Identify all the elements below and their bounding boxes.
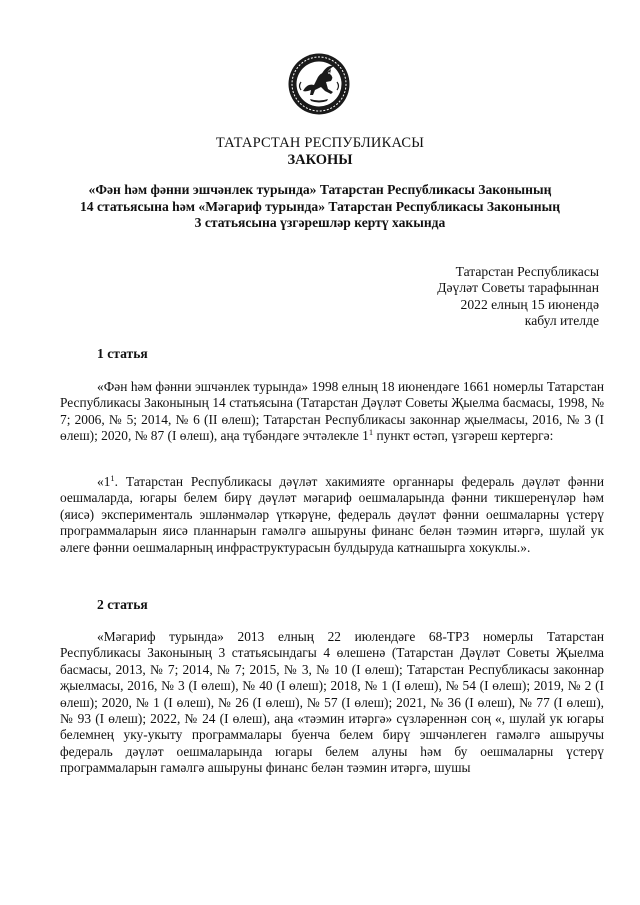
article-1-quote — [60, 474, 604, 556]
adoption-line: кабул ителде — [524, 312, 599, 328]
article-2-paragraph: «Мәгариф турында» 2013 елның 22 июлендәге 68-ТРЗ номерлы Татарстан Республикасы Законының 3 статьясындагы 4 өлешенә (Татарстан Дәүләт Советы Җыелма басмасы, 2013, № 7; 2014, № 7; 2015, № 3, № 10 (I өлеш); Татарстан Республикасы законнар җыелмасы, 2016, № 3 (I өлеш), № 40 (I өлеш); 2018, № 1 (I өлеш), № 54 (I өлеш); 2019, № 2 (I өлеш); 2020, № 1 (I өлеш), № 26 (I өлеш), № 57 (I өлеш); 2021, № 36 (I өлеш), № 77 (I өлеш), № 93 (I өлеш); 2022, № 24 (I өлеш), аңа «тәэмин итәргә» сүзләреннән соң «, шулай ук югары белемнең уку-укыту программалары буенча белем бирү эшчәнлеген гамәлгә ашыручы федераль дәүләт оешмаларында югары белем алуны һәм бу оешмаларны үстерү программаларын гамәлгә ашыруны финанс белән тәэмин итәргә, шушы — [60, 629, 604, 776]
article-2-heading: 2 статья — [97, 597, 148, 612]
superscript: 1 — [368, 427, 374, 438]
quote-number: «1 — [97, 474, 111, 489]
article-1-text: «Фән һәм фәнни эшчәнлек турында» 1998 елның 18 июнендәге 1661 номерлы Татарстан Республикасы Законының 14 статьясына (Татарстан Дәүләт Советы Җыелма басмасы, 1998, № 7; 2006, № 5; 2014, № 6 (II өлеш); Татарстан Республикасы законнар җыелмасы, 2016, № 3 (I өлеш); 2020, № 87 (I өлеш), аңа түбәндәге эчтәлекле 1 — [60, 379, 604, 444]
adoption-line: 2022 елның 15 июнендә — [460, 296, 599, 312]
adoption-block — [437, 264, 599, 329]
title-line: 3 статьясына үзгәрешләр кертү хакында — [194, 215, 446, 230]
title-line: «Фән һәм фәнни эшчәнлек турында» Татарстан Республикасы Законының — [88, 182, 552, 197]
quote-text: . Татарстан Республикасы дәүләт хакимияте органнары федераль дәүләт фәнни оешмаларда, югары белем бирү дәүләт мәгариф оешмаларында фәнни тикшеренүләр һәм (яисә) эксперименталь эшләнмәләр үткәрүне, федераль дәүләт фәнни оешмаларны үстерү программаларын яисә планнарын гамәлгә ашыруны финанс белән тәэмин итәргә, шулай ук әлеге фәнни оешмаларның инфраструктурасын булдыруда катнашырга хокуклы.». — [60, 474, 604, 555]
title-line: 14 статьясына һәм «Мәгариф турында» Татарстан Республикасы Законының — [79, 198, 561, 214]
adoption-line: Татарстан Республикасы — [455, 264, 599, 279]
adoption-line: Дәүләт Советы тарафыннан — [437, 280, 599, 296]
article-1-text-tail: пункт өстәп, үзгәреш кертергә: — [373, 428, 554, 444]
tatarstan-coat-of-arms-emblem — [287, 52, 351, 116]
superscript: 1 — [110, 473, 115, 483]
article-1-paragraph — [60, 379, 604, 445]
article-1-heading: 1 статья — [97, 346, 148, 361]
law-heading: ЗАКОНЫ — [287, 152, 353, 168]
republic-heading: ТАТАРСТАН РЕСПУБЛИКАСЫ — [215, 135, 425, 151]
law-title — [60, 182, 580, 232]
